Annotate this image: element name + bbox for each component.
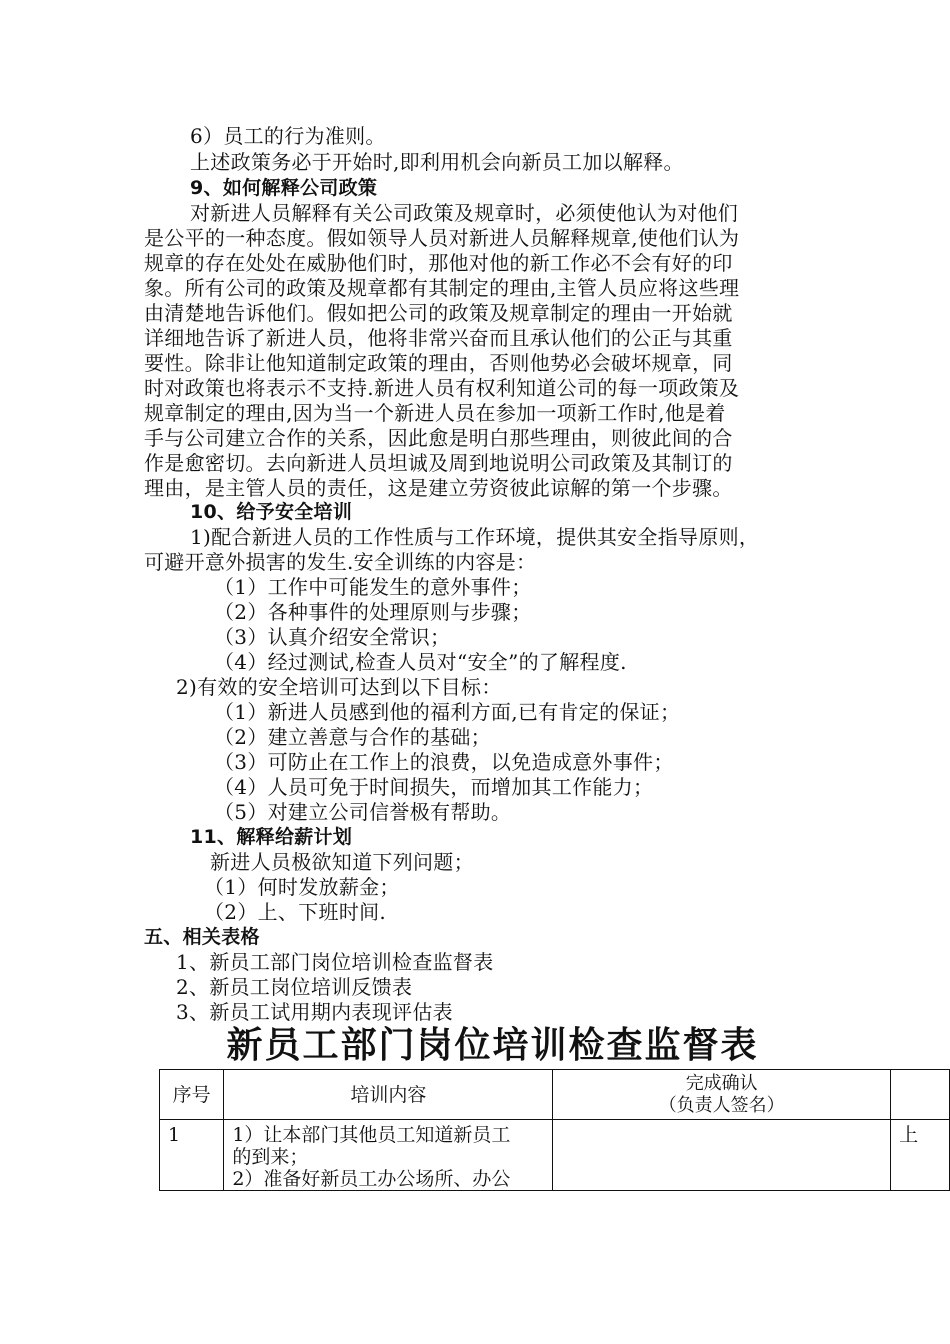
table-row xyxy=(160,1120,950,1191)
list-item: （3）认真介绍安全常识； xyxy=(214,625,451,649)
text-line: 象。所有公司的政策及规章都有其制定的理由,主管人员应将这些理 xyxy=(144,276,740,300)
list-item: 3、新员工试用期内表现评估表 xyxy=(176,1000,453,1024)
supervision-table xyxy=(159,1069,950,1191)
text-line: 规章制定的理由,因为当一个新进人员在参加一项新工作时,他是着 xyxy=(144,401,726,425)
header-confirm-line1: 完成确认 xyxy=(685,1072,758,1094)
text-line: 规章的存在处处在威胁他们时，那他对他的新工作必不会有好的印 xyxy=(144,251,733,275)
list-item: （2）上、下班时间. xyxy=(204,900,387,924)
text-line: 2)有效的安全培训可达到以下目标： xyxy=(176,675,502,699)
text-line: 是公平的一种态度。假如领导人员对新进人员解释规章,使他们认为 xyxy=(144,226,740,250)
text-line: 详细地告诉了新进人员，他将非常兴奋而且承认他们的公正与其重 xyxy=(144,326,733,350)
header-seq: 序号 xyxy=(160,1070,224,1120)
text-line: 1)配合新进人员的工作性质与工作环境，提供其安全指导原则， xyxy=(190,525,760,549)
text-line: 新进人员极欲知道下列问题； xyxy=(210,850,474,874)
list-item: （2）各种事件的处理原则与步骤； xyxy=(214,600,532,624)
text-line: 作是愈密切。去向新进人员坦诚及周到地说明公司政策及其制订的 xyxy=(144,451,733,475)
list-item: （3）可防止在工作上的浪费，以免造成意外事件； xyxy=(214,750,674,774)
content-line: 2）准备好新员工办公场所、办公 xyxy=(232,1168,511,1190)
list-item: （2）建立善意与合作的基础； xyxy=(214,725,491,749)
text-line: 可避开意外损害的发生.安全训练的内容是： xyxy=(144,550,537,574)
list-item: （4）经过测试,检查人员对“安全”的了解程度. xyxy=(214,650,627,674)
table-title: 新员工部门岗位培训检查监督表 xyxy=(226,1025,759,1066)
table-header-row xyxy=(160,1070,950,1120)
list-item: （4）人员可免于时间损失，而增加其工作能力； xyxy=(214,775,654,799)
list-item: （5）对建立公司信誉极有帮助。 xyxy=(214,800,512,824)
text-line: 6）员工的行为准则。 xyxy=(190,124,386,148)
header-extra xyxy=(891,1070,950,1120)
text-line: 由清楚地告诉他们。假如把公司的政策及规章制定的理由一开始就 xyxy=(144,301,733,325)
row-seq: 1 xyxy=(160,1120,224,1191)
text-line: 上述政策务必于开始时,即利用机会向新员工加以解释。 xyxy=(190,150,684,174)
section-heading: 10、给予安全培训 xyxy=(190,501,353,523)
header-confirm xyxy=(553,1070,891,1120)
section-heading: 9、如何解释公司政策 xyxy=(190,177,378,199)
text-line: 对新进人员解释有关公司政策及规章时，必须使他认为对他们 xyxy=(190,201,739,225)
row-extra: 上 xyxy=(891,1120,950,1191)
text-line: 理由，是主管人员的责任，这是建立劳资彼此谅解的第一个步骤。 xyxy=(144,476,733,500)
list-item: 2、新员工岗位培训反馈表 xyxy=(176,975,413,999)
row-content xyxy=(224,1120,553,1191)
list-item: （1）新进人员感到他的福利方面,已有肯定的保证； xyxy=(214,700,681,724)
content-line: 的到来； xyxy=(232,1146,309,1168)
section-heading: 五、相关表格 xyxy=(144,926,260,948)
list-item: （1）工作中可能发生的意外事件； xyxy=(214,575,532,599)
header-content: 培训内容 xyxy=(224,1070,553,1120)
section-heading: 11、解释给薪计划 xyxy=(190,826,353,848)
list-item: （1）何时发放薪金； xyxy=(204,875,400,899)
text-line: 要性。除非让他知道制定政策的理由，否则他势必会破坏规章，同 xyxy=(144,351,733,375)
text-line: 时对政策也将表示不支持.新进人员有权利知道公司的每一项政策及 xyxy=(144,376,740,400)
content-line: 1）让本部门其他员工知道新员工 xyxy=(232,1124,511,1146)
row-confirm-signature[interactable] xyxy=(553,1120,891,1191)
text-line: 手与公司建立合作的关系，因此愈是明白那些理由，则彼此间的合 xyxy=(144,426,733,450)
header-confirm-line2: （负责人签名） xyxy=(658,1094,785,1116)
list-item: 1、新员工部门岗位培训检查监督表 xyxy=(176,950,494,974)
